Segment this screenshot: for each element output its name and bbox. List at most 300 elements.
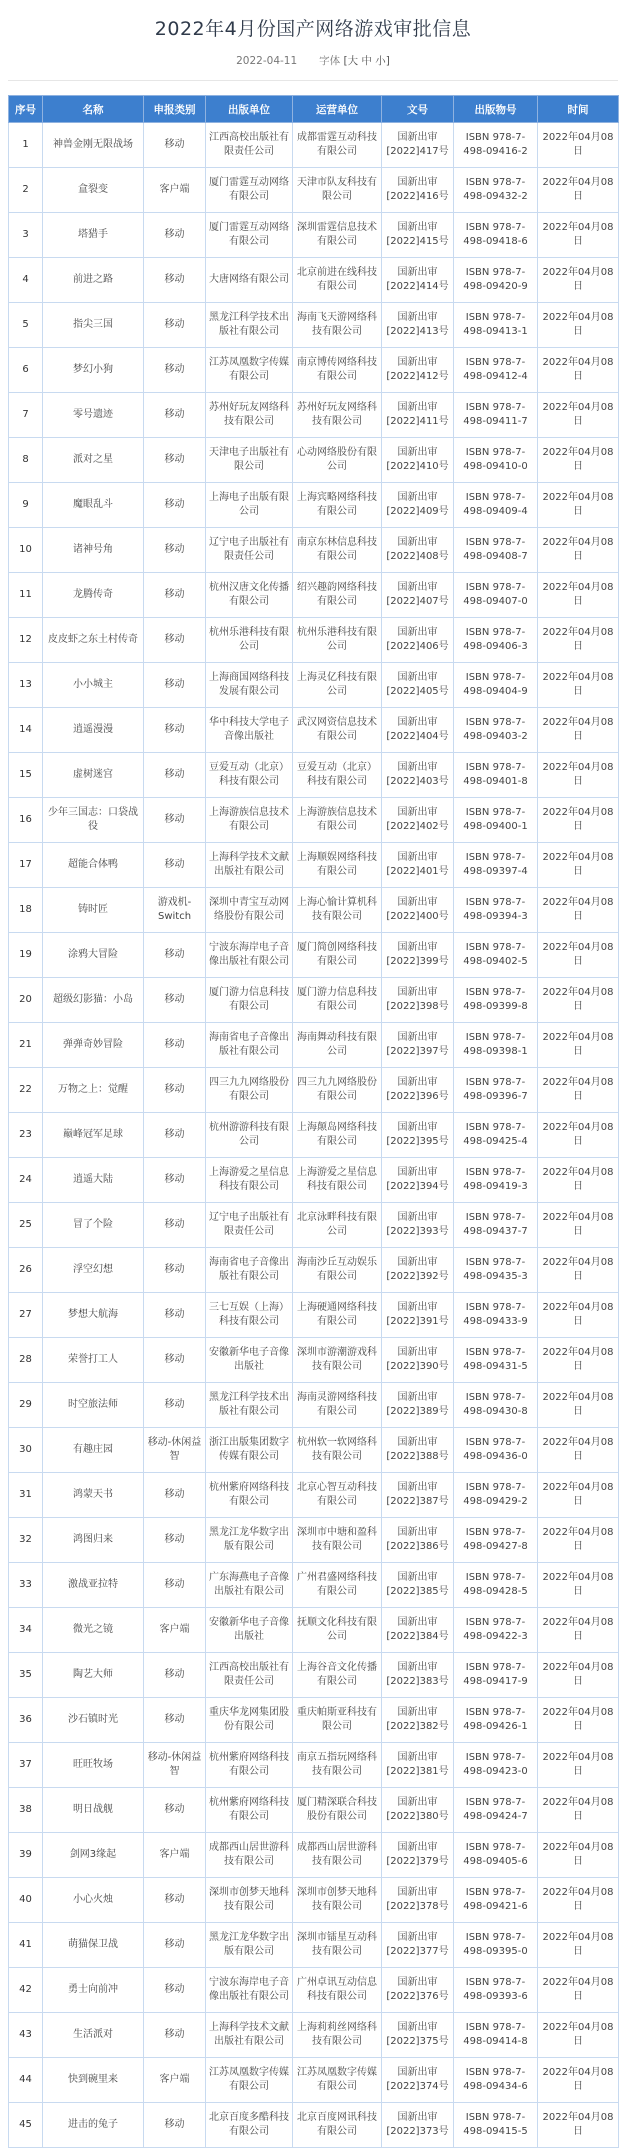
cell-name: 生活派对 bbox=[43, 2013, 144, 2058]
cell-publisher: 天津电子出版社有限公司 bbox=[206, 438, 293, 483]
cell-doc-number: 国新出审[2022]410号 bbox=[382, 438, 454, 483]
cell-date: 2022年04月08日 bbox=[538, 1518, 619, 1563]
cell-doc-number: 国新出审[2022]402号 bbox=[382, 798, 454, 843]
cell-doc-number: 国新出审[2022]383号 bbox=[382, 1653, 454, 1698]
table-row bbox=[9, 483, 619, 528]
cell-category: 移动 bbox=[144, 438, 206, 483]
cell-publisher: 上海商国网络科技发展有限公司 bbox=[206, 663, 293, 708]
cell-isbn: ISBN 978-7-498-09395-0 bbox=[454, 1923, 538, 1968]
cell-operator: 厦门精深联合科技股份有限公司 bbox=[293, 1788, 382, 1833]
cell-no: 38 bbox=[9, 1788, 43, 1833]
cell-operator: 南京博传网络科技有限公司 bbox=[293, 348, 382, 393]
table-row bbox=[9, 1698, 619, 1743]
cell-no: 30 bbox=[9, 1428, 43, 1473]
table-row bbox=[9, 888, 619, 933]
cell-no: 21 bbox=[9, 1023, 43, 1068]
cell-date: 2022年04月08日 bbox=[538, 213, 619, 258]
cell-date: 2022年04月08日 bbox=[538, 1113, 619, 1158]
cell-category: 移动 bbox=[144, 1158, 206, 1203]
table-row bbox=[9, 2013, 619, 2058]
cell-name: 剑网3缘起 bbox=[43, 1833, 144, 1878]
cell-no: 40 bbox=[9, 1878, 43, 1923]
cell-operator: 厦门简创网络科技有限公司 bbox=[293, 933, 382, 978]
cell-no: 34 bbox=[9, 1608, 43, 1653]
cell-no: 36 bbox=[9, 1698, 43, 1743]
cell-operator: 海南沙丘互动娱乐有限公司 bbox=[293, 1248, 382, 1293]
cell-isbn: ISBN 978-7-498-09403-2 bbox=[454, 708, 538, 753]
cell-publisher: 江西高校出版社有限责任公司 bbox=[206, 123, 293, 168]
cell-isbn: ISBN 978-7-498-09423-0 bbox=[454, 1743, 538, 1788]
cell-doc-number: 国新出审[2022]406号 bbox=[382, 618, 454, 663]
cell-no: 45 bbox=[9, 2103, 43, 2148]
cell-publisher: 辽宁电子出版社有限责任公司 bbox=[206, 528, 293, 573]
cell-name: 诸神号角 bbox=[43, 528, 144, 573]
cell-isbn: ISBN 978-7-498-09422-3 bbox=[454, 1608, 538, 1653]
cell-publisher: 北京百度多酷科技有限公司 bbox=[206, 2103, 293, 2148]
cell-doc-number: 国新出审[2022]411号 bbox=[382, 393, 454, 438]
cell-isbn: ISBN 978-7-498-09410-0 bbox=[454, 438, 538, 483]
cell-publisher: 江西高校出版社有限责任公司 bbox=[206, 1653, 293, 1698]
col-header-no: 序号 bbox=[9, 96, 43, 123]
cell-date: 2022年04月08日 bbox=[538, 303, 619, 348]
cell-no: 28 bbox=[9, 1338, 43, 1383]
cell-isbn: ISBN 978-7-498-09426-1 bbox=[454, 1698, 538, 1743]
cell-publisher: 杭州紫府网络科技有限公司 bbox=[206, 1473, 293, 1518]
cell-isbn: ISBN 978-7-498-09428-5 bbox=[454, 1563, 538, 1608]
cell-operator: 海南舞动科技有限公司 bbox=[293, 1023, 382, 1068]
cell-name: 进击的兔子 bbox=[43, 2103, 144, 2148]
cell-no: 29 bbox=[9, 1383, 43, 1428]
cell-operator: 苏州好玩友网络科技有限公司 bbox=[293, 393, 382, 438]
cell-no: 24 bbox=[9, 1158, 43, 1203]
cell-category: 移动 bbox=[144, 1923, 206, 1968]
cell-category: 移动 bbox=[144, 978, 206, 1023]
cell-no: 10 bbox=[9, 528, 43, 573]
cell-publisher: 华中科技大学电子音像出版社 bbox=[206, 708, 293, 753]
cell-publisher: 安徽新华电子音像出版社 bbox=[206, 1338, 293, 1383]
cell-operator: 深圳雷霆信息技术有限公司 bbox=[293, 213, 382, 258]
cell-category: 客户端 bbox=[144, 2058, 206, 2103]
cell-operator: 心动网络股份有限公司 bbox=[293, 438, 382, 483]
table-row bbox=[9, 1113, 619, 1158]
table-row bbox=[9, 528, 619, 573]
cell-date: 2022年04月08日 bbox=[538, 1428, 619, 1473]
table-row bbox=[9, 1068, 619, 1113]
cell-doc-number: 国新出审[2022]374号 bbox=[382, 2058, 454, 2103]
cell-publisher: 厦门雷霆互动网络有限公司 bbox=[206, 168, 293, 213]
table-row bbox=[9, 1878, 619, 1923]
cell-operator: 江苏凤凰数字传媒有限公司 bbox=[293, 2058, 382, 2103]
cell-doc-number: 国新出审[2022]378号 bbox=[382, 1878, 454, 1923]
cell-category: 客户端 bbox=[144, 168, 206, 213]
cell-operator: 北京心智互动科技有限公司 bbox=[293, 1473, 382, 1518]
cell-category: 移动 bbox=[144, 843, 206, 888]
cell-no: 17 bbox=[9, 843, 43, 888]
cell-no: 27 bbox=[9, 1293, 43, 1338]
cell-isbn: ISBN 978-7-498-09435-3 bbox=[454, 1248, 538, 1293]
cell-doc-number: 国新出审[2022]398号 bbox=[382, 978, 454, 1023]
cell-doc-number: 国新出审[2022]408号 bbox=[382, 528, 454, 573]
cell-name: 荣誉打工人 bbox=[43, 1338, 144, 1383]
cell-operator: 上海宾略网络科技有限公司 bbox=[293, 483, 382, 528]
cell-name: 弹弹奇妙冒险 bbox=[43, 1023, 144, 1068]
cell-category: 移动 bbox=[144, 708, 206, 753]
cell-isbn: ISBN 978-7-498-09431-5 bbox=[454, 1338, 538, 1383]
cell-category: 移动 bbox=[144, 1473, 206, 1518]
cell-operator: 深圳市游潮游戏科技有限公司 bbox=[293, 1338, 382, 1383]
col-header-doc-number: 文号 bbox=[382, 96, 454, 123]
cell-publisher: 上海电子出版有限公司 bbox=[206, 483, 293, 528]
cell-publisher: 大唐网络有限公司 bbox=[206, 258, 293, 303]
cell-name: 逍遥漫漫 bbox=[43, 708, 144, 753]
cell-isbn: ISBN 978-7-498-09429-2 bbox=[454, 1473, 538, 1518]
cell-publisher: 杭州紫府网络科技有限公司 bbox=[206, 1788, 293, 1833]
cell-date: 2022年04月08日 bbox=[538, 1923, 619, 1968]
font-size-label: 字体 bbox=[319, 55, 341, 67]
cell-no: 43 bbox=[9, 2013, 43, 2058]
cell-doc-number: 国新出审[2022]405号 bbox=[382, 663, 454, 708]
table-row bbox=[9, 438, 619, 483]
cell-doc-number: 国新出审[2022]393号 bbox=[382, 1203, 454, 1248]
table-row bbox=[9, 348, 619, 393]
cell-no: 23 bbox=[9, 1113, 43, 1158]
cell-date: 2022年04月08日 bbox=[538, 2058, 619, 2103]
cell-no: 13 bbox=[9, 663, 43, 708]
cell-category: 移动 bbox=[144, 663, 206, 708]
cell-doc-number: 国新出审[2022]384号 bbox=[382, 1608, 454, 1653]
cell-doc-number: 国新出审[2022]413号 bbox=[382, 303, 454, 348]
cell-name: 浮空幻想 bbox=[43, 1248, 144, 1293]
cell-name: 前进之路 bbox=[43, 258, 144, 303]
cell-isbn: ISBN 978-7-498-09409-4 bbox=[454, 483, 538, 528]
cell-no: 8 bbox=[9, 438, 43, 483]
cell-operator: 天津市队友科技有限公司 bbox=[293, 168, 382, 213]
col-header-name: 名称 bbox=[43, 96, 144, 123]
page-title: 2022年4月份国产网络游戏审批信息 bbox=[154, 18, 472, 40]
cell-no: 16 bbox=[9, 798, 43, 843]
cell-name: 陶艺大师 bbox=[43, 1653, 144, 1698]
cell-category: 移动 bbox=[144, 753, 206, 798]
cell-isbn: ISBN 978-7-498-09414-8 bbox=[454, 2013, 538, 2058]
cell-isbn: ISBN 978-7-498-09402-5 bbox=[454, 933, 538, 978]
cell-date: 2022年04月08日 bbox=[538, 1338, 619, 1383]
cell-date: 2022年04月08日 bbox=[538, 753, 619, 798]
cell-name: 鸿蒙天书 bbox=[43, 1473, 144, 1518]
cell-publisher: 海南省电子音像出版社有限公司 bbox=[206, 1248, 293, 1293]
cell-operator: 上海谷音文化传播有限公司 bbox=[293, 1653, 382, 1698]
cell-operator: 杭州软一软网络科技有限公司 bbox=[293, 1428, 382, 1473]
cell-date: 2022年04月08日 bbox=[538, 1158, 619, 1203]
table-row bbox=[9, 798, 619, 843]
cell-isbn: ISBN 978-7-498-09401-8 bbox=[454, 753, 538, 798]
cell-date: 2022年04月08日 bbox=[538, 393, 619, 438]
cell-doc-number: 国新出审[2022]389号 bbox=[382, 1383, 454, 1428]
table-row bbox=[9, 1428, 619, 1473]
cell-operator: 上海心愉计算机科技有限公司 bbox=[293, 888, 382, 933]
cell-isbn: ISBN 978-7-498-09415-5 bbox=[454, 2103, 538, 2148]
table-row bbox=[9, 168, 619, 213]
cell-name: 盒裂变 bbox=[43, 168, 144, 213]
cell-doc-number: 国新出审[2022]396号 bbox=[382, 1068, 454, 1113]
cell-name: 沙石镇时光 bbox=[43, 1698, 144, 1743]
cell-publisher: 深圳市创梦天地科技有限公司 bbox=[206, 1878, 293, 1923]
cell-operator: 上海灵亿科技有限公司 bbox=[293, 663, 382, 708]
cell-date: 2022年04月08日 bbox=[538, 168, 619, 213]
cell-isbn: ISBN 978-7-498-09434-6 bbox=[454, 2058, 538, 2103]
cell-publisher: 浙江出版集团数字传媒有限公司 bbox=[206, 1428, 293, 1473]
table-row bbox=[9, 1383, 619, 1428]
cell-isbn: ISBN 978-7-498-09424-7 bbox=[454, 1788, 538, 1833]
cell-name: 铸时匠 bbox=[43, 888, 144, 933]
cell-category: 移动 bbox=[144, 1563, 206, 1608]
cell-doc-number: 国新出审[2022]385号 bbox=[382, 1563, 454, 1608]
cell-name: 龙腾传奇 bbox=[43, 573, 144, 618]
table-row bbox=[9, 258, 619, 303]
cell-name: 皮皮虾之东土村传奇 bbox=[43, 618, 144, 663]
cell-no: 25 bbox=[9, 1203, 43, 1248]
cell-publisher: 黑龙江科学技术出版社有限公司 bbox=[206, 1383, 293, 1428]
cell-name: 零号遗迹 bbox=[43, 393, 144, 438]
cell-doc-number: 国新出审[2022]388号 bbox=[382, 1428, 454, 1473]
cell-name: 冒了个险 bbox=[43, 1203, 144, 1248]
cell-category: 移动 bbox=[144, 933, 206, 978]
cell-publisher: 四三九九网络股份有限公司 bbox=[206, 1068, 293, 1113]
cell-date: 2022年04月08日 bbox=[538, 708, 619, 753]
cell-date: 2022年04月08日 bbox=[538, 1248, 619, 1293]
table-body bbox=[9, 123, 619, 2148]
cell-doc-number: 国新出审[2022]397号 bbox=[382, 1023, 454, 1068]
cell-category: 移动 bbox=[144, 123, 206, 168]
cell-publisher: 海南省电子音像出版社有限公司 bbox=[206, 1023, 293, 1068]
cell-category: 移动 bbox=[144, 1788, 206, 1833]
cell-operator: 四三九九网络股份有限公司 bbox=[293, 1068, 382, 1113]
cell-name: 派对之星 bbox=[43, 438, 144, 483]
cell-date: 2022年04月08日 bbox=[538, 438, 619, 483]
cell-category: 移动 bbox=[144, 1878, 206, 1923]
cell-operator: 上海游族信息技术有限公司 bbox=[293, 798, 382, 843]
cell-operator: 深圳市镭星互动科技有限公司 bbox=[293, 1923, 382, 1968]
cell-date: 2022年04月08日 bbox=[538, 1743, 619, 1788]
cell-doc-number: 国新出审[2022]376号 bbox=[382, 1968, 454, 2013]
cell-operator: 海南灵游网络科技有限公司 bbox=[293, 1383, 382, 1428]
cell-operator: 北京前进在线科技有限公司 bbox=[293, 258, 382, 303]
cell-publisher: 三七互娱（上海）科技有限公司 bbox=[206, 1293, 293, 1338]
cell-publisher: 宁波东海岸电子音像出版社有限公司 bbox=[206, 1968, 293, 2013]
cell-no: 39 bbox=[9, 1833, 43, 1878]
cell-name: 魔眼乱斗 bbox=[43, 483, 144, 528]
cell-name: 时空旅法师 bbox=[43, 1383, 144, 1428]
cell-no: 3 bbox=[9, 213, 43, 258]
cell-doc-number: 国新出审[2022]400号 bbox=[382, 888, 454, 933]
cell-category: 移动 bbox=[144, 348, 206, 393]
cell-publisher: 江苏凤凰数字传媒有限公司 bbox=[206, 348, 293, 393]
cell-doc-number: 国新出审[2022]407号 bbox=[382, 573, 454, 618]
cell-isbn: ISBN 978-7-498-09408-7 bbox=[454, 528, 538, 573]
cell-operator: 成都西山居世游科技有限公司 bbox=[293, 1833, 382, 1878]
cell-operator: 上海硬通网络科技有限公司 bbox=[293, 1293, 382, 1338]
cell-publisher: 广东海燕电子音像出版社有限公司 bbox=[206, 1563, 293, 1608]
cell-name: 梦幻小狗 bbox=[43, 348, 144, 393]
cell-date: 2022年04月08日 bbox=[538, 348, 619, 393]
cell-category: 移动 bbox=[144, 1653, 206, 1698]
cell-isbn: ISBN 978-7-498-09413-1 bbox=[454, 303, 538, 348]
cell-isbn: ISBN 978-7-498-09411-7 bbox=[454, 393, 538, 438]
cell-no: 5 bbox=[9, 303, 43, 348]
approval-table bbox=[8, 95, 619, 2148]
cell-isbn: ISBN 978-7-498-09416-2 bbox=[454, 123, 538, 168]
cell-no: 6 bbox=[9, 348, 43, 393]
cell-name: 巅峰冠军足球 bbox=[43, 1113, 144, 1158]
col-header-category: 申报类别 bbox=[144, 96, 206, 123]
cell-category: 移动 bbox=[144, 213, 206, 258]
cell-category: 移动 bbox=[144, 393, 206, 438]
table-row bbox=[9, 1158, 619, 1203]
cell-date: 2022年04月08日 bbox=[538, 1608, 619, 1653]
cell-publisher: 成都西山居世游科技有限公司 bbox=[206, 1833, 293, 1878]
cell-no: 12 bbox=[9, 618, 43, 663]
cell-publisher: 厦门游力信息科技有限公司 bbox=[206, 978, 293, 1023]
article-meta bbox=[0, 50, 626, 72]
cell-doc-number: 国新出审[2022]395号 bbox=[382, 1113, 454, 1158]
cell-doc-number: 国新出审[2022]417号 bbox=[382, 123, 454, 168]
cell-publisher: 江苏凤凰数字传媒有限公司 bbox=[206, 2058, 293, 2103]
cell-category: 移动 bbox=[144, 2103, 206, 2148]
cell-operator: 南京东林信息科技有限公司 bbox=[293, 528, 382, 573]
cell-operator: 深圳市中塘和盈科技有限公司 bbox=[293, 1518, 382, 1563]
cell-isbn: ISBN 978-7-498-09394-3 bbox=[454, 888, 538, 933]
table-row bbox=[9, 2103, 619, 2148]
font-size-switch[interactable]: [大 中 小] bbox=[343, 55, 390, 67]
cell-date: 2022年04月08日 bbox=[538, 573, 619, 618]
cell-doc-number: 国新出审[2022]415号 bbox=[382, 213, 454, 258]
table-row bbox=[9, 573, 619, 618]
cell-name: 指尖三国 bbox=[43, 303, 144, 348]
cell-isbn: ISBN 978-7-498-09433-9 bbox=[454, 1293, 538, 1338]
cell-doc-number: 国新出审[2022]394号 bbox=[382, 1158, 454, 1203]
cell-publisher: 上海游爱之星信息科技有限公司 bbox=[206, 1158, 293, 1203]
cell-isbn: ISBN 978-7-498-09417-9 bbox=[454, 1653, 538, 1698]
cell-date: 2022年04月08日 bbox=[538, 1473, 619, 1518]
cell-publisher: 重庆华龙网集团股份有限公司 bbox=[206, 1698, 293, 1743]
cell-category: 移动 bbox=[144, 483, 206, 528]
cell-doc-number: 国新出审[2022]403号 bbox=[382, 753, 454, 798]
cell-category: 移动 bbox=[144, 573, 206, 618]
cell-operator: 豆爱互动（北京）科技有限公司 bbox=[293, 753, 382, 798]
cell-date: 2022年04月08日 bbox=[538, 1968, 619, 2013]
cell-category: 游戏机-Switch bbox=[144, 888, 206, 933]
cell-date: 2022年04月08日 bbox=[538, 528, 619, 573]
cell-name: 少年三国志：口袋战役 bbox=[43, 798, 144, 843]
cell-operator: 抚顺文化科技有限公司 bbox=[293, 1608, 382, 1653]
cell-no: 42 bbox=[9, 1968, 43, 2013]
cell-name: 虚树迷宫 bbox=[43, 753, 144, 798]
cell-date: 2022年04月08日 bbox=[538, 1203, 619, 1248]
table-row bbox=[9, 708, 619, 753]
table-row bbox=[9, 663, 619, 708]
cell-publisher: 宁波东海岸电子音像出版社有限公司 bbox=[206, 933, 293, 978]
cell-no: 20 bbox=[9, 978, 43, 1023]
table-row bbox=[9, 1248, 619, 1293]
cell-date: 2022年04月08日 bbox=[538, 1293, 619, 1338]
cell-date: 2022年04月08日 bbox=[538, 843, 619, 888]
col-header-publisher: 出版单位 bbox=[206, 96, 293, 123]
cell-publisher: 辽宁电子出版社有限责任公司 bbox=[206, 1203, 293, 1248]
cell-category: 移动 bbox=[144, 528, 206, 573]
cell-operator: 杭州乐港科技有限公司 bbox=[293, 618, 382, 663]
header-row bbox=[9, 96, 619, 123]
cell-operator: 成都雷霆互动科技有限公司 bbox=[293, 123, 382, 168]
table-row bbox=[9, 1743, 619, 1788]
table-row bbox=[9, 978, 619, 1023]
cell-date: 2022年04月08日 bbox=[538, 1878, 619, 1923]
cell-category: 移动 bbox=[144, 1383, 206, 1428]
cell-category: 移动 bbox=[144, 1068, 206, 1113]
table-header bbox=[9, 96, 619, 123]
cell-category: 移动 bbox=[144, 1698, 206, 1743]
cell-category: 移动 bbox=[144, 1203, 206, 1248]
cell-category: 移动 bbox=[144, 618, 206, 663]
cell-no: 15 bbox=[9, 753, 43, 798]
cell-date: 2022年04月08日 bbox=[538, 888, 619, 933]
cell-isbn: ISBN 978-7-498-09399-8 bbox=[454, 978, 538, 1023]
cell-doc-number: 国新出审[2022]391号 bbox=[382, 1293, 454, 1338]
cell-category: 移动 bbox=[144, 1248, 206, 1293]
cell-no: 11 bbox=[9, 573, 43, 618]
cell-publisher: 黑龙江龙华数字出版有限公司 bbox=[206, 1518, 293, 1563]
cell-date: 2022年04月08日 bbox=[538, 933, 619, 978]
cell-date: 2022年04月08日 bbox=[538, 1068, 619, 1113]
cell-publisher: 杭州紫府网络科技有限公司 bbox=[206, 1743, 293, 1788]
cell-isbn: ISBN 978-7-498-09393-6 bbox=[454, 1968, 538, 2013]
cell-doc-number: 国新出审[2022]414号 bbox=[382, 258, 454, 303]
cell-doc-number: 国新出审[2022]379号 bbox=[382, 1833, 454, 1878]
cell-name: 梦想大航海 bbox=[43, 1293, 144, 1338]
table-row bbox=[9, 618, 619, 663]
cell-category: 移动 bbox=[144, 303, 206, 348]
cell-doc-number: 国新出审[2022]392号 bbox=[382, 1248, 454, 1293]
cell-category: 移动 bbox=[144, 1113, 206, 1158]
table-row bbox=[9, 933, 619, 978]
cell-doc-number: 国新出审[2022]399号 bbox=[382, 933, 454, 978]
cell-no: 44 bbox=[9, 2058, 43, 2103]
cell-name: 神兽金刚无限战场 bbox=[43, 123, 144, 168]
cell-date: 2022年04月08日 bbox=[538, 1023, 619, 1068]
cell-no: 2 bbox=[9, 168, 43, 213]
cell-name: 超能合体鸭 bbox=[43, 843, 144, 888]
cell-category: 客户端 bbox=[144, 1833, 206, 1878]
cell-publisher: 上海科学技术文献出版社有限公司 bbox=[206, 843, 293, 888]
cell-doc-number: 国新出审[2022]373号 bbox=[382, 2103, 454, 2148]
table-row bbox=[9, 1833, 619, 1878]
cell-category: 移动 bbox=[144, 1338, 206, 1383]
cell-publisher: 上海科学技术文献出版社有限公司 bbox=[206, 2013, 293, 2058]
cell-name: 万物之上：觉醒 bbox=[43, 1068, 144, 1113]
cell-doc-number: 国新出审[2022]381号 bbox=[382, 1743, 454, 1788]
cell-isbn: ISBN 978-7-498-09421-6 bbox=[454, 1878, 538, 1923]
cell-operator: 厦门游力信息科技有限公司 bbox=[293, 978, 382, 1023]
cell-category: 移动 bbox=[144, 1023, 206, 1068]
cell-name: 微光之镜 bbox=[43, 1608, 144, 1653]
cell-date: 2022年04月08日 bbox=[538, 798, 619, 843]
cell-isbn: ISBN 978-7-498-09430-8 bbox=[454, 1383, 538, 1428]
cell-isbn: ISBN 978-7-498-09427-8 bbox=[454, 1518, 538, 1563]
cell-category: 移动 bbox=[144, 798, 206, 843]
table-row bbox=[9, 303, 619, 348]
cell-doc-number: 国新出审[2022]409号 bbox=[382, 483, 454, 528]
table-row bbox=[9, 123, 619, 168]
cell-date: 2022年04月08日 bbox=[538, 618, 619, 663]
cell-doc-number: 国新出审[2022]387号 bbox=[382, 1473, 454, 1518]
